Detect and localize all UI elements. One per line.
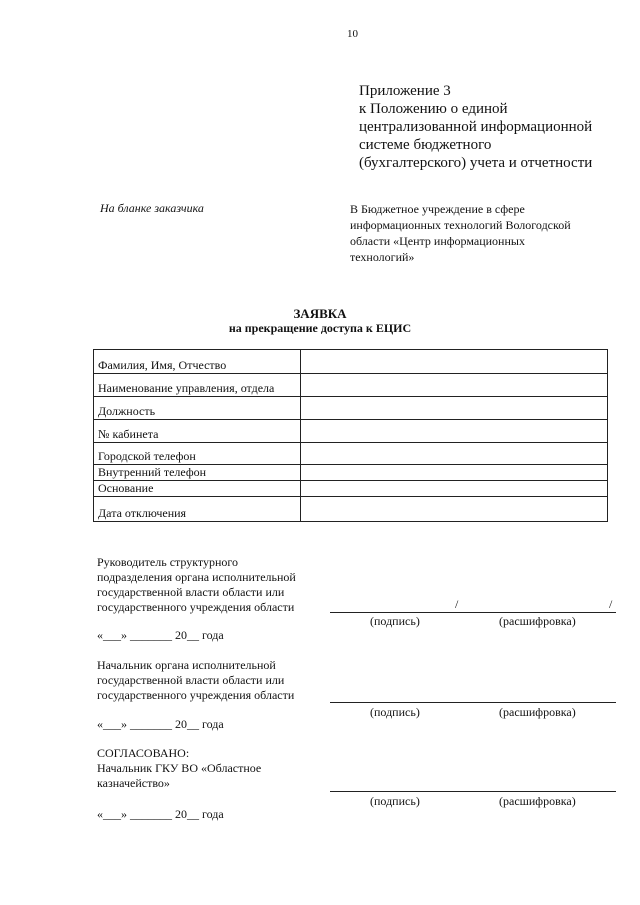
signature-text-line: Начальник ГКУ ВО «Областное (97, 761, 262, 775)
date-placeholder: «___» _______ 20__ года (97, 628, 224, 642)
separator-slash: / (609, 597, 613, 611)
appendix-line: Приложение 3 (359, 83, 451, 99)
form-row (94, 443, 608, 465)
form-row (94, 350, 608, 374)
form-label: Должность (94, 397, 301, 420)
signature-text-line: Руководитель структурного (97, 555, 239, 569)
name-caption: (расшифровка) (499, 614, 576, 628)
appendix-line: (бухгалтерского) учета и отчетности (359, 155, 593, 171)
addressee-line: области «Центр информационных (350, 234, 525, 248)
form-row (94, 481, 608, 497)
appendix-line: к Положению о единой (359, 101, 508, 117)
form-value-cell[interactable] (301, 481, 608, 497)
form-value-cell[interactable] (301, 374, 608, 397)
appendix-line: централизованной информационной (359, 119, 593, 135)
form-label: Городской телефон (94, 443, 301, 465)
form-row (94, 420, 608, 443)
signature-text-line: Начальник органа исполнительной (97, 658, 276, 672)
signature-text-line: подразделения органа исполнительной (97, 570, 296, 584)
signature-text-line: СОГЛАСОВАНО: (97, 746, 190, 760)
signature-block-head-of-unit (97, 555, 296, 615)
signature-block-treasury (97, 746, 261, 791)
signature-text-line: государственной власти области или (97, 585, 285, 599)
form-value-cell[interactable] (301, 420, 608, 443)
form-value-cell[interactable] (301, 465, 608, 481)
signature-caption: (подпись) (370, 614, 420, 628)
name-caption: (расшифровка) (499, 705, 576, 719)
form-row (94, 497, 608, 522)
signature-line[interactable] (330, 702, 616, 703)
form-value-cell[interactable] (301, 397, 608, 420)
date-placeholder: «___» _______ 20__ года (97, 717, 224, 731)
form-label: Фамилия, Имя, Отчество (94, 350, 301, 374)
date-placeholder: «___» _______ 20__ года (97, 807, 224, 821)
request-form-table (93, 349, 608, 522)
blank-note: На бланке заказчика (100, 201, 204, 215)
signature-line[interactable] (330, 791, 616, 792)
signature-caption: (подпись) (370, 705, 420, 719)
form-row (94, 374, 608, 397)
form-row (94, 465, 608, 481)
signature-caption: (подпись) (370, 794, 420, 808)
addressee (350, 201, 610, 265)
signature-text-line: государственного учреждения области (97, 600, 295, 614)
form-label: Основание (94, 481, 301, 497)
signature-text-line: государственной власти области или (97, 673, 285, 687)
signature-text-line: казначейство» (97, 776, 170, 790)
form-value-cell[interactable] (301, 497, 608, 522)
signature-text-line: государственного учреждения области (97, 688, 295, 702)
form-value-cell[interactable] (301, 443, 608, 465)
appendix-line: системе бюджетного (359, 137, 492, 153)
addressee-line: информационных технологий Вологодской (350, 218, 571, 232)
form-label: Наименование управления, отдела (94, 374, 301, 397)
appendix-heading (359, 82, 629, 172)
signature-block-head-of-authority (97, 658, 294, 703)
form-label: Дата отключения (94, 497, 301, 522)
form-label: Внутренний телефон (94, 465, 301, 481)
form-value-cell[interactable] (301, 350, 608, 374)
document-subtitle: на прекращение доступа к ЕЦИС (228, 321, 412, 335)
name-caption: (расшифровка) (499, 794, 576, 808)
form-label: № кабинета (94, 420, 301, 443)
signature-line[interactable] (330, 612, 616, 613)
page-number: 10 (347, 28, 358, 40)
form-row (94, 397, 608, 420)
addressee-line: технологий» (350, 250, 415, 264)
addressee-line: В Бюджетное учреждение в сфере (350, 202, 525, 216)
document-title: ЗАЯВКА (293, 306, 347, 321)
separator-slash: / (455, 597, 459, 611)
